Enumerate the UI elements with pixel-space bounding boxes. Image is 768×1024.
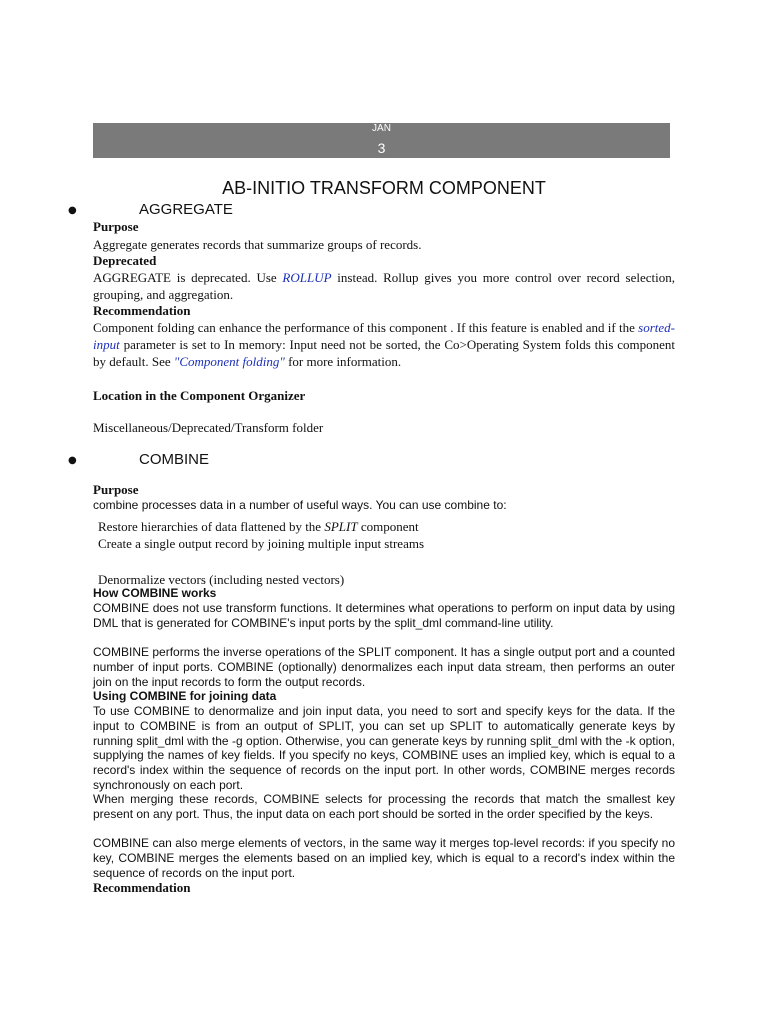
using-combine-joining-label: Using COMBINE for joining data bbox=[93, 689, 277, 703]
aggregate-deprecated-text bbox=[93, 269, 675, 303]
bullet-aggregate: ● bbox=[68, 205, 77, 216]
aggregate-recommendation-text bbox=[93, 319, 675, 370]
date-banner bbox=[93, 123, 670, 158]
component-folding-link[interactable]: "Component folding" bbox=[173, 354, 285, 369]
joining-paragraph-1: To use COMBINE to denormalize and join input data, you need to sort and specify keys for the data. If the input to COMBINE is from an output of SPLIT, you can set up SPLIT to automatically generate keys by running split_dml with the -g option. Otherwise, you can generate keys by running split_dml with the -k option, supplying the names of key fields. If you specify no keys, COMBINE uses an implied key, which is equal to a record's index within the sequence of records on the input port. In other words, COMBINE merges records synchronously on each port. bbox=[93, 704, 675, 792]
list-item-1-start: Restore hierarchies of data flattened by the bbox=[98, 519, 325, 534]
rollup-link[interactable]: ROLLUP bbox=[282, 270, 332, 285]
rec-text-start: Component folding can enhance the performance of this component . If this feature is enabled and if the bbox=[93, 320, 639, 335]
rec-text-mid: parameter is set to In memory: Input need not be sorted, the Co>Operating System folds this component by default. See bbox=[93, 337, 675, 369]
rec-text-end: for more information. bbox=[284, 354, 402, 369]
combine-list-item bbox=[98, 518, 675, 535]
section-title-combine: COMBINE bbox=[139, 451, 210, 468]
date-day: 3 bbox=[377, 140, 386, 156]
list-item-1-end: component bbox=[357, 519, 419, 534]
bullet-combine: ● bbox=[68, 455, 77, 466]
combine-recommendation-label: Recommendation bbox=[93, 880, 191, 895]
section-title-aggregate: AGGREGATE bbox=[139, 201, 233, 218]
combine-list-item: Denormalize vectors (including nested vectors) bbox=[98, 572, 345, 587]
date-month: JAN bbox=[372, 123, 391, 134]
joining-paragraph-2: When merging these records, COMBINE selects for processing the records that match the smallest key present on any port. Thus, the input data on each port should be sorted in the order specified by the keys. bbox=[93, 792, 675, 821]
aggregate-location-label: Location in the Component Organizer bbox=[93, 388, 306, 403]
deprecated-text-start: AGGREGATE is deprecated. Use bbox=[93, 270, 283, 285]
list-item-1-emphasis: SPLIT bbox=[324, 519, 358, 534]
aggregate-purpose-text: Aggregate generates records that summarize groups of records. bbox=[93, 237, 422, 252]
joining-paragraph-3: COMBINE can also merge elements of vectors, in the same way it merges top-level records: if you specify no key, COMBINE merges the elements based on an implied key, which is equal to a record's index within the sequence of records on the input port. bbox=[93, 836, 675, 880]
deprecated-text-end: instead. Rollup gives you more control over record selection, grouping, and aggregation. bbox=[93, 270, 675, 302]
how-combine-works-paragraph-1: COMBINE does not use transform functions. It determines what operations to perform on input data by using DML that is generated for COMBINE's input ports by the split_dml command-line utility. bbox=[93, 601, 675, 630]
aggregate-deprecated-label: Deprecated bbox=[93, 253, 157, 268]
sorted-input-link[interactable]: sorted-input bbox=[93, 320, 675, 352]
page-title: AB-INITIO TRANSFORM COMPONENT bbox=[222, 178, 546, 198]
aggregate-purpose-label: Purpose bbox=[93, 219, 139, 234]
combine-purpose-label: Purpose bbox=[93, 482, 139, 497]
how-combine-works-paragraph-2: COMBINE performs the inverse operations of the SPLIT component. It has a single output port and a counted number of input ports. COMBINE (optionally) denormalizes each input data stream, then performs an outer join on the input records to form the output records. bbox=[93, 645, 675, 689]
aggregate-location-text: Miscellaneous/Deprecated/Transform folder bbox=[93, 420, 324, 435]
combine-list-item: Create a single output record by joining multiple input streams bbox=[98, 536, 425, 551]
combine-purpose-text: combine processes data in a number of useful ways. You can use combine to: bbox=[93, 498, 507, 512]
aggregate-recommendation-label: Recommendation bbox=[93, 303, 191, 318]
how-combine-works-label: How COMBINE works bbox=[93, 586, 217, 600]
